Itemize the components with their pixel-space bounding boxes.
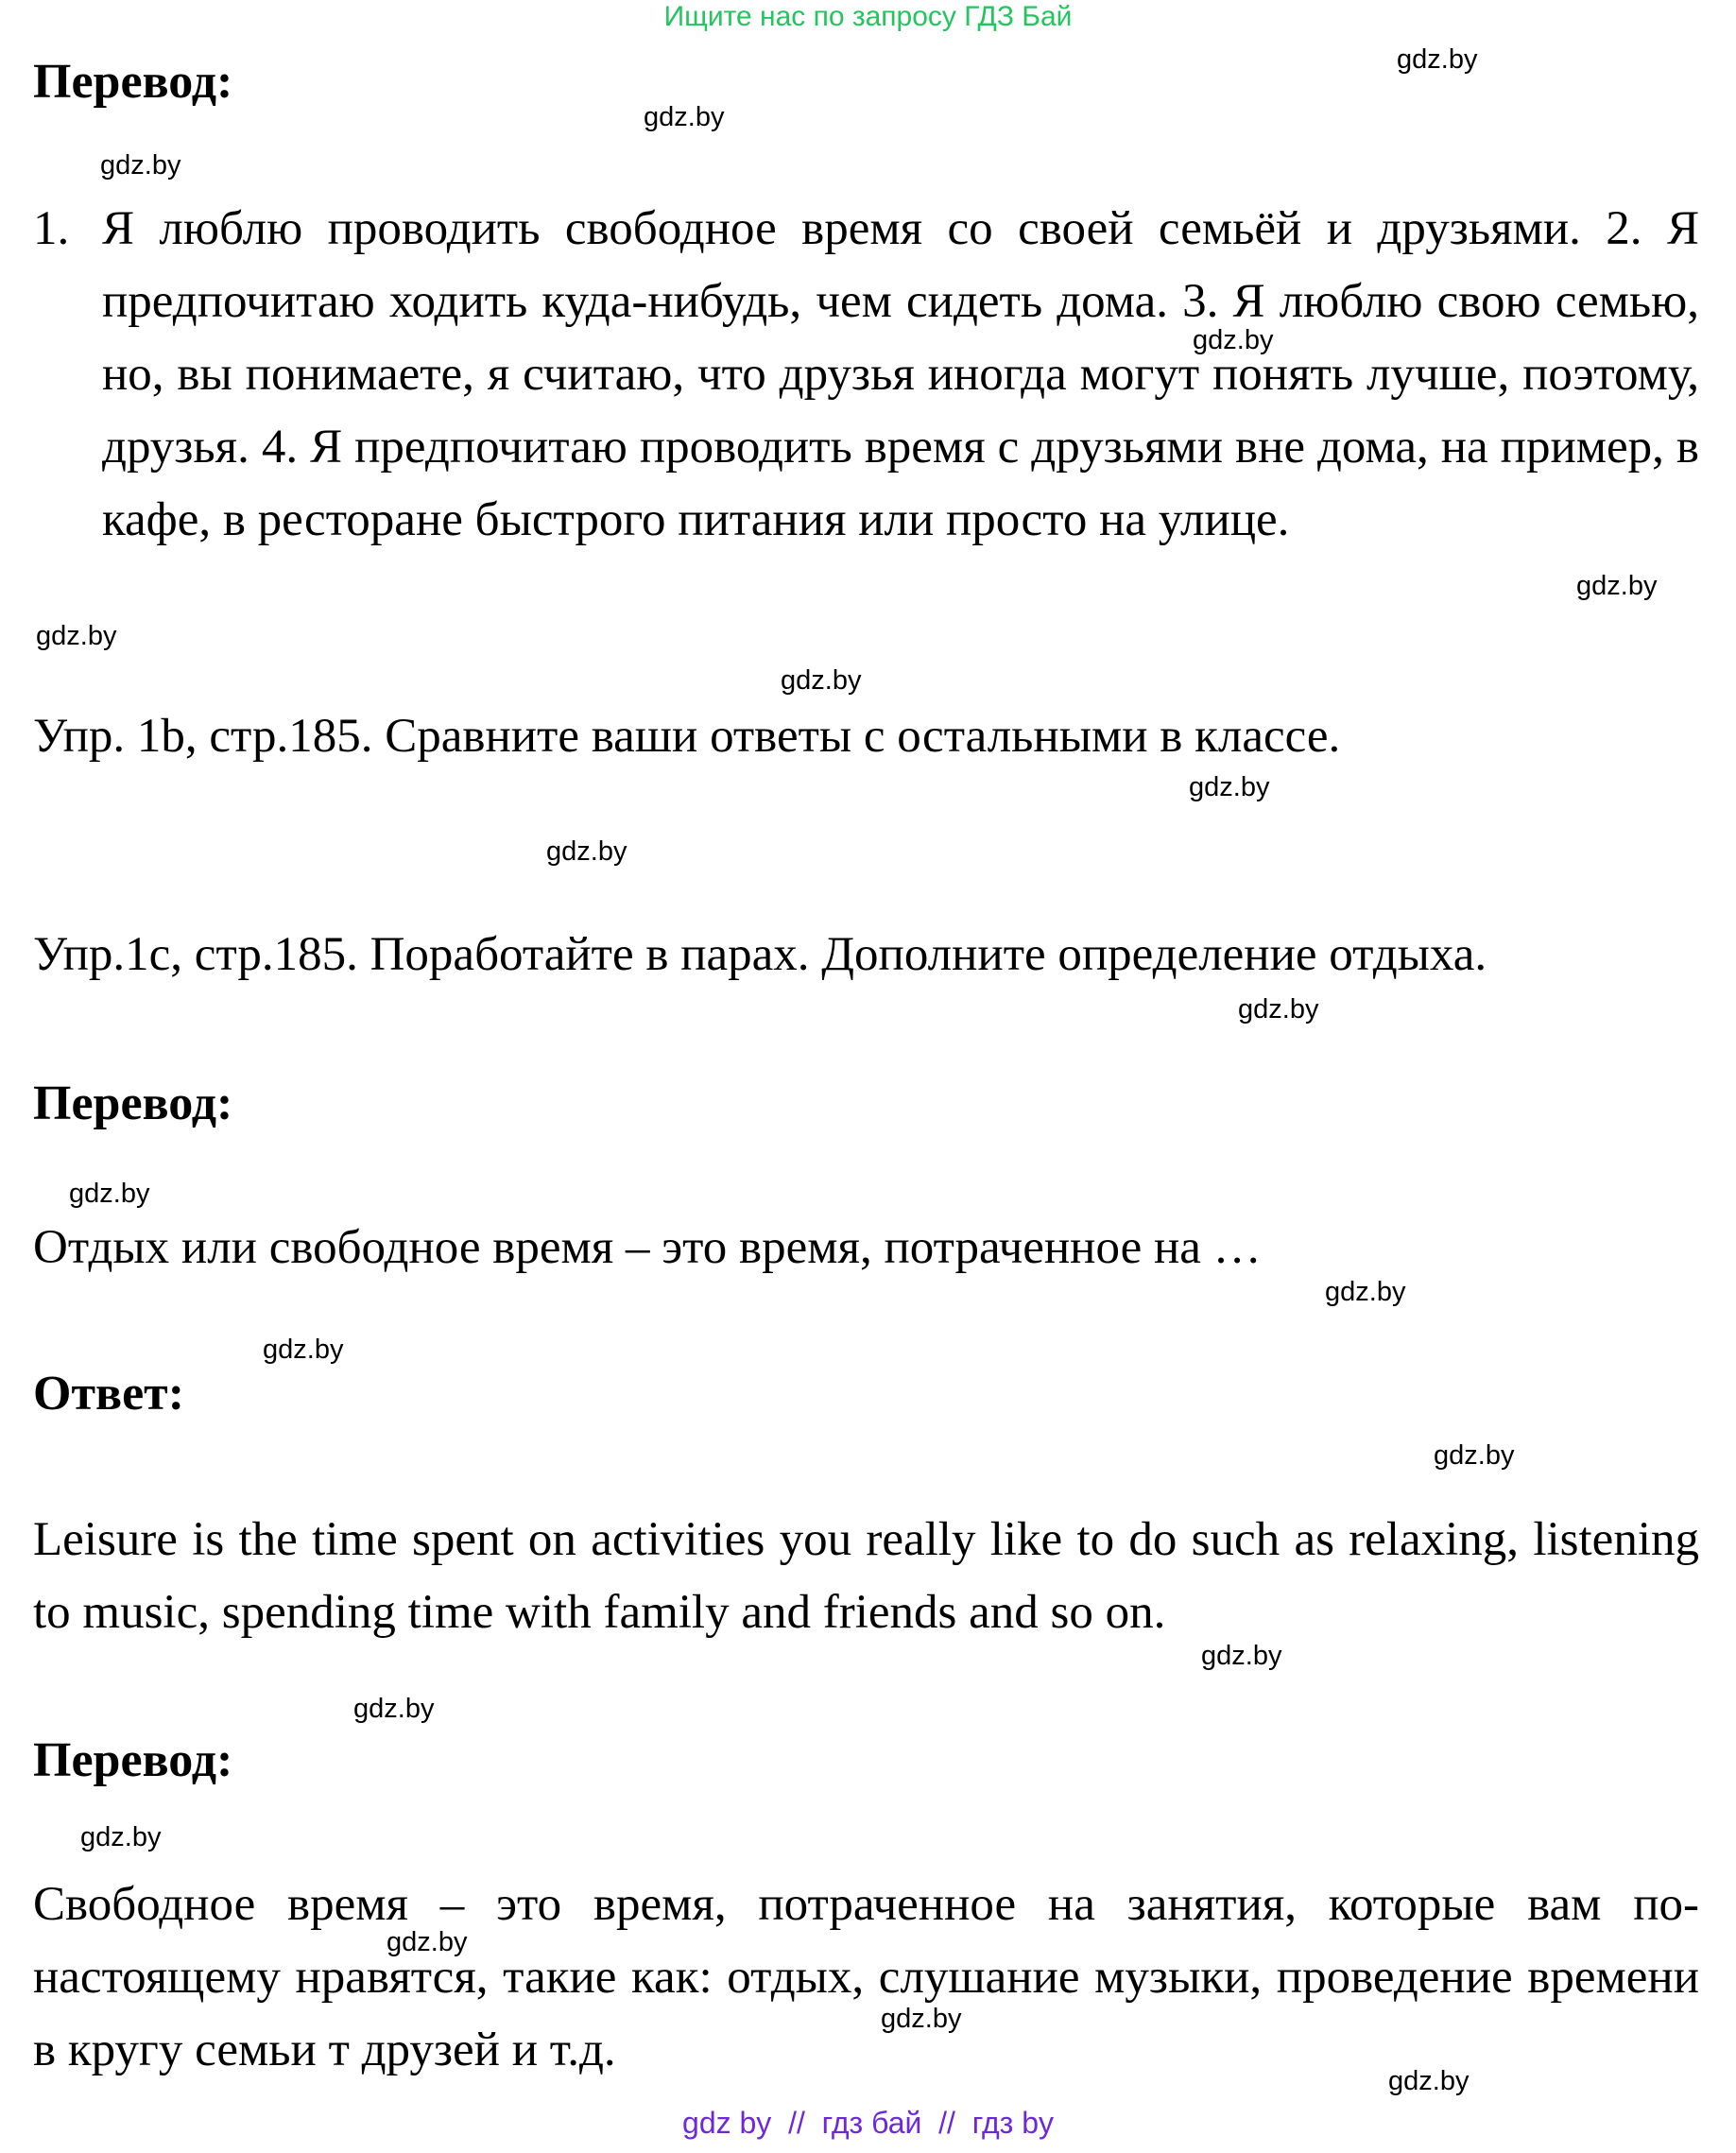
watermark: gdz.by — [1397, 44, 1478, 75]
watermark: gdz.by — [1238, 994, 1319, 1025]
heading-translation-3: Перевод: — [33, 1733, 233, 1787]
watermark: gdz.by — [1193, 325, 1274, 355]
heading-translation-1: Перевод: — [33, 55, 233, 109]
watermark: gdz.by — [546, 836, 627, 867]
exercise-1c: Упр.1с, стр.185. Поработайте в парах. Дополните определение отдыха. — [33, 928, 1487, 981]
list-item-text: Я люблю проводить свободное время со своей семьёй и друзьями. 2. Я предпочитаю ходить куда-нибудь, чем сидеть дома. 3. Я люблю свою семью, но, вы понимаете, я считаю, что друзья иногда могут понять лучше, поэтому, друзья. 4. Я предпочитаю проводить время с друзьями вне дома, на пример, в кафе, в ресторане быстрого питания или просто на улице. — [102, 202, 1699, 546]
footer-links: gdz by // гдз бай // гдз by — [682, 2106, 1054, 2140]
watermark: gdz.by — [1201, 1641, 1282, 1671]
watermark: gdz.by — [69, 1179, 150, 1209]
watermark: gdz.by — [781, 665, 862, 696]
heading-answer: Ответ: — [33, 1367, 185, 1421]
watermark: gdz.by — [100, 150, 181, 181]
watermark: gdz.by — [1576, 571, 1658, 601]
watermark: gdz.by — [1325, 1277, 1406, 1307]
watermark: gdz.by — [1388, 2066, 1470, 2096]
heading-translation-2: Перевод: — [33, 1076, 233, 1130]
watermark: gdz.by — [80, 1822, 162, 1852]
watermark: gdz.by — [353, 1694, 435, 1724]
exercise-1b: Упр. 1b, стр.185. Сравните ваши ответы с остальными в классе. — [33, 710, 1341, 763]
watermark: gdz.by — [36, 621, 117, 651]
translation-text: Свободное время – это время, потраченное на занятия, которые вам по-настоящему нравятся, такие как: отдых, слушание музыки, проведение времени в кругу семьи т друзей и т.д. — [33, 1878, 1699, 2076]
watermark: gdz.by — [644, 102, 725, 132]
search-banner: Ищите нас по запросу ГДЗ Бай — [663, 1, 1073, 32]
watermark: gdz.by — [1434, 1440, 1515, 1471]
watermark: gdz.by — [387, 1927, 468, 1957]
answer-text: Leisure is the time spent on activities you really like to do such as relaxing, listening to music, spending time with family and friends and so on. — [33, 1513, 1699, 1639]
watermark: gdz.by — [263, 1335, 344, 1365]
definition-prompt: Отдых или свободное время – это время, потраченное на … — [33, 1221, 1262, 1274]
list-item-number: 1. — [33, 202, 70, 255]
watermark: gdz.by — [881, 2004, 962, 2034]
watermark: gdz.by — [1189, 772, 1270, 802]
